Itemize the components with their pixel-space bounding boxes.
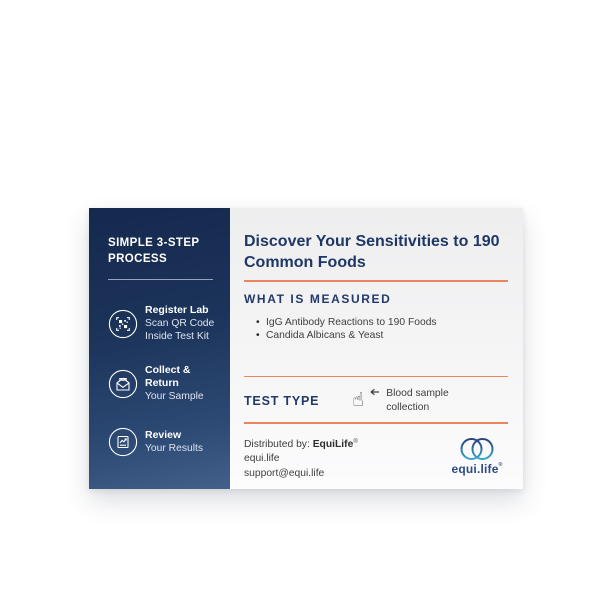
qr-scan-icon (108, 309, 138, 339)
step-title: Register Lab (145, 304, 209, 316)
distributor-name: EquiLife (312, 438, 354, 450)
what-is-measured-heading: WHAT IS MEASURED (244, 291, 392, 306)
orange-divider (244, 376, 508, 378)
measured-item: • IgG Antibody Reactions to 190 Foods (266, 316, 508, 330)
process-panel (89, 208, 230, 489)
registered-mark: ® (353, 438, 358, 445)
equilife-logo (446, 436, 508, 476)
step-collect-return (108, 364, 224, 403)
finger-prick-icon: ☝ (351, 388, 377, 414)
step-line: Scan QR Code (145, 318, 215, 329)
step-collect-return-text (145, 364, 224, 403)
orange-divider (244, 280, 508, 282)
measured-list (244, 316, 508, 343)
envelope-icon (108, 369, 138, 399)
info-panel (230, 208, 523, 489)
equilife-circles-icon (451, 436, 503, 463)
orange-divider (244, 422, 508, 424)
measured-item: • Candida Albicans & Yeast (266, 329, 508, 343)
registered-mark: ® (498, 461, 503, 468)
step-review-text (145, 429, 203, 455)
distributed-by-line: Distributed by: EquiLife® (244, 438, 358, 450)
process-divider (108, 279, 213, 280)
test-kit-box (89, 208, 523, 489)
step-line: Inside Test Kit (145, 331, 209, 342)
distributor-info (244, 438, 358, 482)
step-review (108, 427, 224, 457)
test-type-label: Blood sample collection (386, 388, 449, 413)
distribution-footer (244, 438, 508, 482)
product-title: Discover Your Sensitivities to 190 Common Foods (244, 233, 500, 271)
test-type-row (244, 386, 508, 416)
test-type-heading: TEST TYPE (244, 394, 320, 408)
step-register-lab-text (145, 304, 214, 343)
step-line: Your Sample (145, 391, 204, 402)
step-title: Collect & Return (145, 364, 191, 389)
equilife-logo-text: equi.life® (451, 461, 503, 476)
report-chart-icon (108, 427, 138, 457)
step-title: Review (145, 429, 182, 441)
support-email: support@equi.life (244, 467, 325, 479)
distributor-website: equi.life (244, 453, 280, 464)
step-line: Your Results (145, 443, 204, 454)
step-register-lab (108, 304, 224, 343)
process-heading: SIMPLE 3-STEP PROCESS (108, 237, 200, 265)
